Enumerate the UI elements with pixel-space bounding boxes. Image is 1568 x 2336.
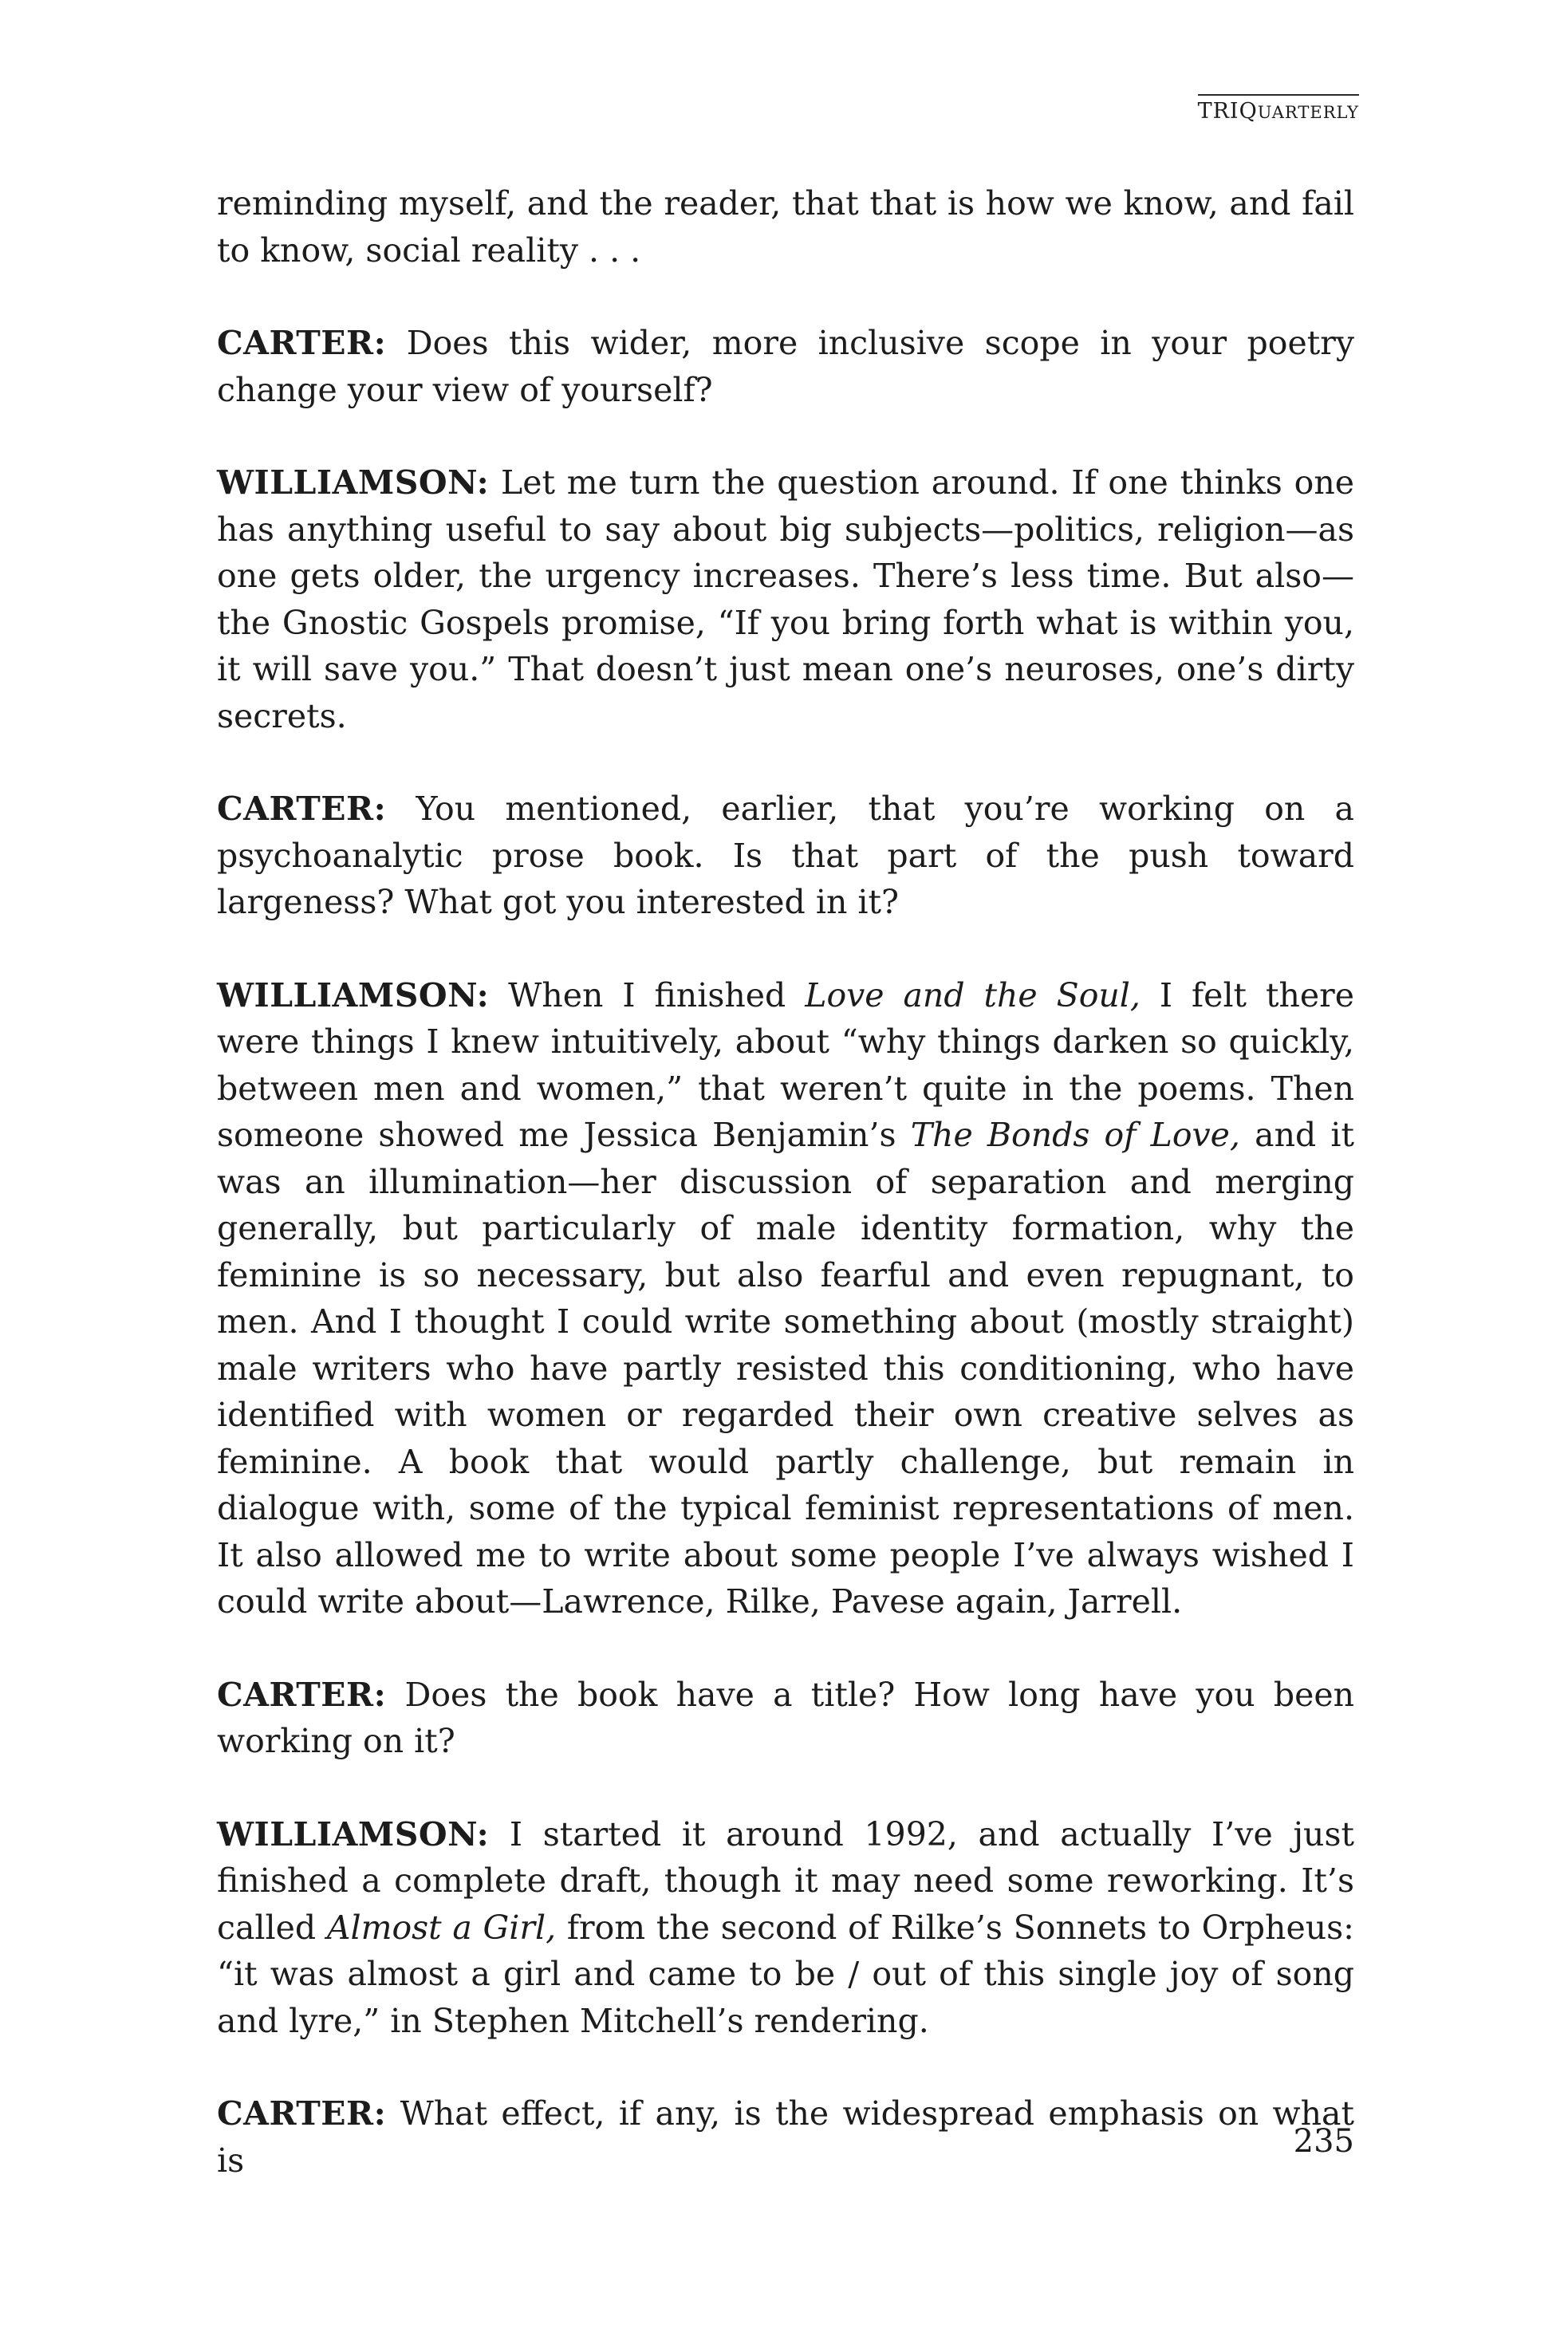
answer-paragraph — [217, 1811, 1354, 2045]
paragraph-text: from the second of Rilke’s Sonnets to Orpheus: “it was almost a girl and came to be / out of this single joy of song and lyre,” in Stephen Mitchell’s rendering. — [217, 1908, 1354, 2040]
paragraph-text: Does the book have a title? How long have you been working on it? — [217, 1675, 1354, 1760]
paragraph-text: reminding myself, and the reader, that that is how we know, and fail to know, social reality . . . — [217, 184, 1354, 270]
book-title: Almost a Girl, — [326, 1908, 557, 1947]
paragraph-continuation — [217, 180, 1354, 274]
book-title: The Bonds of Love, — [910, 1116, 1240, 1154]
speaker-label: CARTER: — [217, 324, 387, 362]
page-number: 235 — [1293, 2123, 1354, 2160]
paragraph-text: and it was an illumination—her discussion of separation and merging generally, but particularly of male identity formation, why the feminine is so necessary, but also fearful and even repugnant, to men. And I thought I could write something about (mostly straight) male writers who have partly resisted this conditioning, who have identified with women or regarded their own creative selves as feminine. A book that would partly challenge, but remain in dialogue with, some of the typical feminist representations of men. It also allowed me to write about some people I’ve always wished I could write about—Lawrence, Rilke, Pavese again, Jarrell. — [217, 1116, 1354, 1621]
answer-paragraph — [217, 972, 1354, 1625]
paragraph-text: What effect, if any, is the widespread emphasis on what is — [217, 2094, 1354, 2180]
running-head-uarterly: UARTERLY — [1257, 103, 1359, 122]
speaker-label: CARTER: — [217, 790, 387, 828]
paragraph-text: I started it around 1992, and actually I’ve just finished a complete draft, though it may need some reworking. It’s called — [217, 1814, 1354, 1947]
answer-paragraph — [217, 459, 1354, 739]
book-title: Love and the Soul, — [805, 975, 1141, 1014]
interview-text — [217, 180, 1354, 2230]
paragraph-text: Let me turn the question around. If one thinks one has anything useful to say about big subjects—politics, religion—as one gets older, the urgency increases. There’s less time. But also—the Gnostic Gospels promise, “If you bring forth what is within you, it will save you.” That doesn’t just mean one’s neuroses, one’s dirty secrets. — [217, 463, 1354, 735]
speaker-label: WILLIAMSON: — [217, 1814, 490, 1853]
paragraph-text: When I finished — [508, 975, 806, 1014]
running-head — [1198, 94, 1359, 122]
speaker-label: WILLIAMSON: — [217, 463, 490, 502]
paragraph-text: I felt there were things I knew intuitively, about “why things darken so quickly, between men and women,” that weren’t quite in the poems. Then someone showed me Jessica Benjamin’s — [217, 975, 1354, 1154]
speaker-label: CARTER: — [217, 2094, 387, 2133]
speaker-label: CARTER: — [217, 1675, 387, 1714]
question-paragraph — [217, 2090, 1354, 2184]
question-paragraph — [217, 320, 1354, 413]
paragraph-text: You mentioned, earlier, that you’re working on a psychoanalytic prose book. Is that part of the push toward largeness? What got you interested in it? — [217, 790, 1354, 921]
question-paragraph — [217, 786, 1354, 926]
running-head-q: Q — [1239, 99, 1258, 124]
question-paragraph — [217, 1672, 1354, 1765]
paragraph-text: Does this wider, more inclusive scope in your poetry change your view of yourself? — [217, 324, 1354, 409]
running-head-tri: TRI — [1197, 99, 1239, 124]
speaker-label: WILLIAMSON: — [217, 975, 490, 1014]
